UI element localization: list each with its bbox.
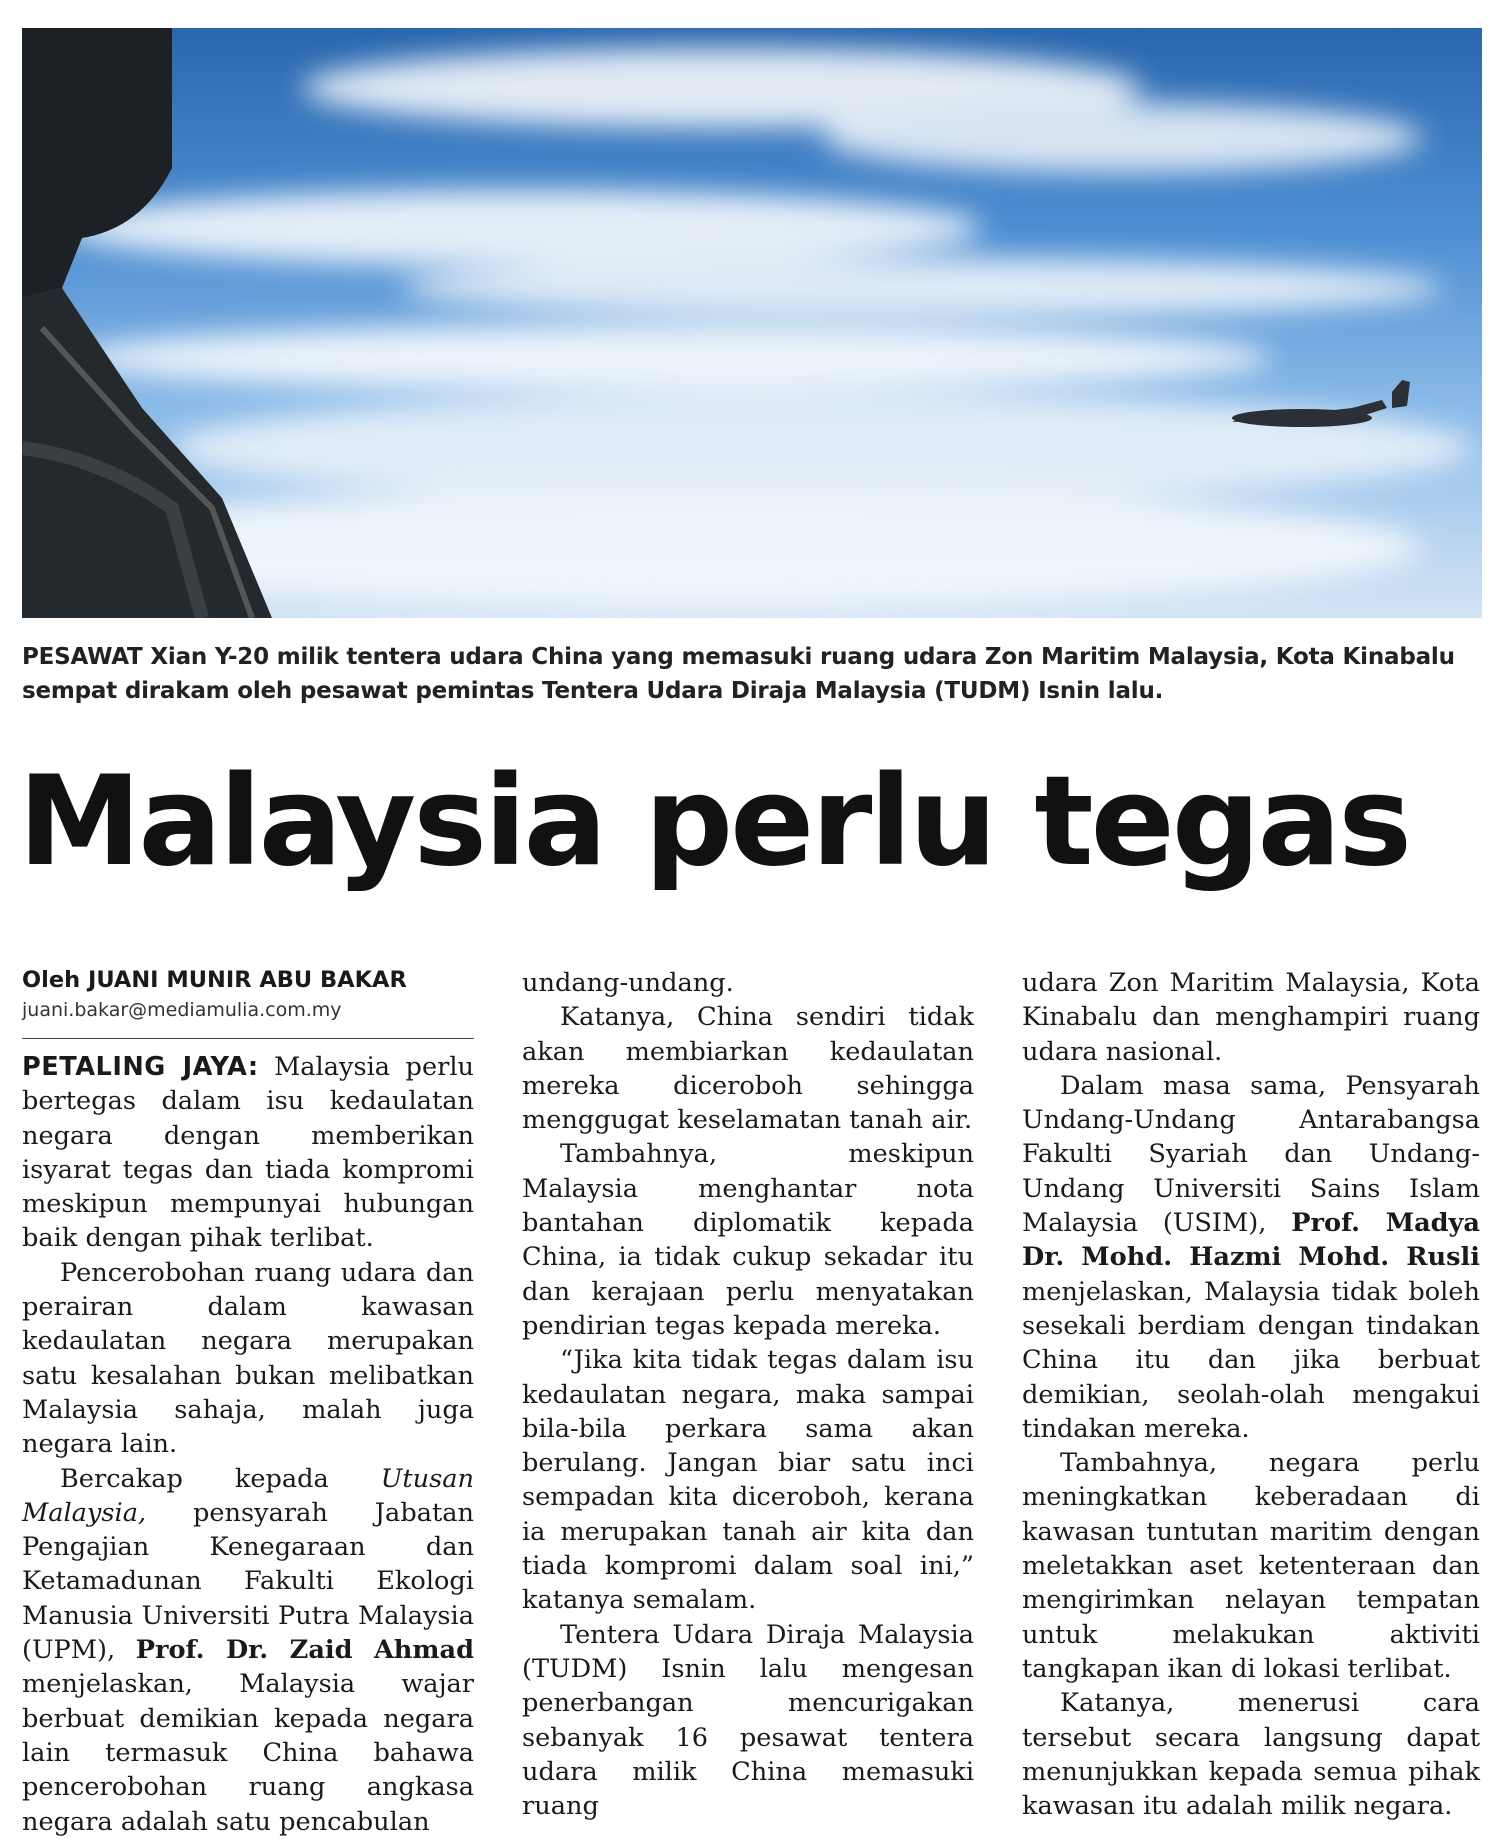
paragraph-7-continued: udara Zon Maritim Malaysia, Kota Kinabalu dan menghampiri ruang udara nasional.	[1022, 968, 1480, 1067]
aircraft-photo-icon	[22, 28, 1482, 618]
paragraph-10: Katanya, menerusi cara tersebut secara langsung dapat menunjukkan kepada semua pihak kawasan itu adalah milik negara.	[1022, 1688, 1480, 1822]
paragraph-8-text-b: menjelaskan, Malaysia tidak boleh sesekali berdiam dengan tindakan China itu dan jika berbuat demikian, seolah-olah mengakui tindakan mereka.	[1022, 1276, 1480, 1444]
paragraph-7	[522, 1618, 974, 1824]
column-1	[22, 1050, 474, 1839]
paragraph-3-text-a: Bercakap kepada	[60, 1463, 381, 1494]
paragraph-2: Pencerobohan ruang udara dan perairan dalam kawasan kedaulatan negara merupakan satu kesalahan bukan melibatkan Malaysia sahaja, malah juga negara lain.	[22, 1257, 474, 1460]
source-name-2: Prof. Madya Dr. Mohd. Hazmi Mohd. Rusli	[1022, 1208, 1481, 1273]
paragraph-1-text: Malaysia perlu bertegas dalam isu kedaulatan negara dengan memberikan isyarat tegas dan tiada kompromi meskipun mempunyai hubungan baik dengan pihak terlibat.	[22, 1052, 474, 1254]
paragraph-9: Tambahnya, negara perlu meningkatkan keberadaan di kawasan tuntutan maritim dengan meletakkan aset ketenteraan dan mengirimkan nelayan tempatan untuk melakukan aktiviti tangkapan ikan di lokasi terlibat.	[1022, 1448, 1480, 1684]
paragraph-5: Tambahnya, meskipun Malaysia menghantar nota bantahan diplomatik kepada China, ia tidak cukup sekadar itu dan kerajaan perlu menyatakan pendirian tegas kepada mereka.	[522, 1139, 974, 1341]
column-2	[522, 966, 974, 1823]
headline: Malaysia perlu tegas	[18, 750, 1410, 894]
photo-caption: PESAWAT Xian Y-20 milik tentera udara China yang memasuki ruang udara Zon Maritim Malaysia, Kota Kinabalu sempat dirakam oleh pesawat pemintas Tentera Udara Diraja Malaysia (TUDM) Isnin lalu.	[22, 644, 1455, 704]
paragraph-4: Katanya, China sendiri tidak akan membiarkan kedaulatan mereka diceroboh sehingga menggugat keselamatan tanah air.	[522, 1002, 974, 1136]
paragraph-1	[22, 1050, 474, 1256]
byline	[22, 964, 474, 1039]
author-email: juani.bakar@mediamulia.com.my	[22, 999, 342, 1021]
paragraph-6: “Jika kita tidak tegas dalam isu kedaulatan negara, maka sampai bila-bila perkara sama akan berulang. Jangan biar satu inci sempadan kita diceroboh, kerana ia merupakan tanah air kita dan tiada kompromi dalam soal ini,” katanya semalam.	[522, 1345, 974, 1616]
source-name-1: Prof. Dr. Zaid Ahmad	[135, 1635, 474, 1666]
paragraph-3	[22, 1462, 474, 1839]
news-photo	[22, 28, 1482, 618]
paragraph-8	[1022, 1069, 1480, 1446]
paragraph-3-text-c: menjelaskan, Malaysia wajar berbuat demikian kepada negara lain termasuk China bahawa pencerobohan ruang angkasa negara adalah satu pencabulan	[22, 1669, 474, 1837]
dateline: PETALING JAYA:	[22, 1052, 259, 1082]
author-name: Oleh JUANI MUNIR ABU BAKAR	[22, 967, 407, 993]
paragraph-3-text-b: pensyarah Jabatan Pengajian Kenegaraan dan Ketamadunan Fakulti Ekologi Manusia Universiti Putra Malaysia (UPM),	[22, 1497, 474, 1666]
paragraph-7-text: Tentera Udara Diraja Malaysia (TUDM) Isnin lalu mengesan penerbangan mencurigakan sebanyak 16 pesawat tentera udara milik China memasuki ruang	[522, 1619, 974, 1822]
paragraph-3-continued: undang-undang.	[522, 968, 734, 998]
publication-name: Utusan Malaysia,	[22, 1463, 474, 1528]
column-3	[1022, 966, 1480, 1823]
byline-divider	[22, 1038, 474, 1039]
paragraph-8-text-a: Dalam masa sama, Pensyarah Undang-Undang Antarabangsa Fakulti Syariah dan Undang-Undang Universiti Sains Islam Malaysia (USIM),	[1022, 1070, 1480, 1239]
